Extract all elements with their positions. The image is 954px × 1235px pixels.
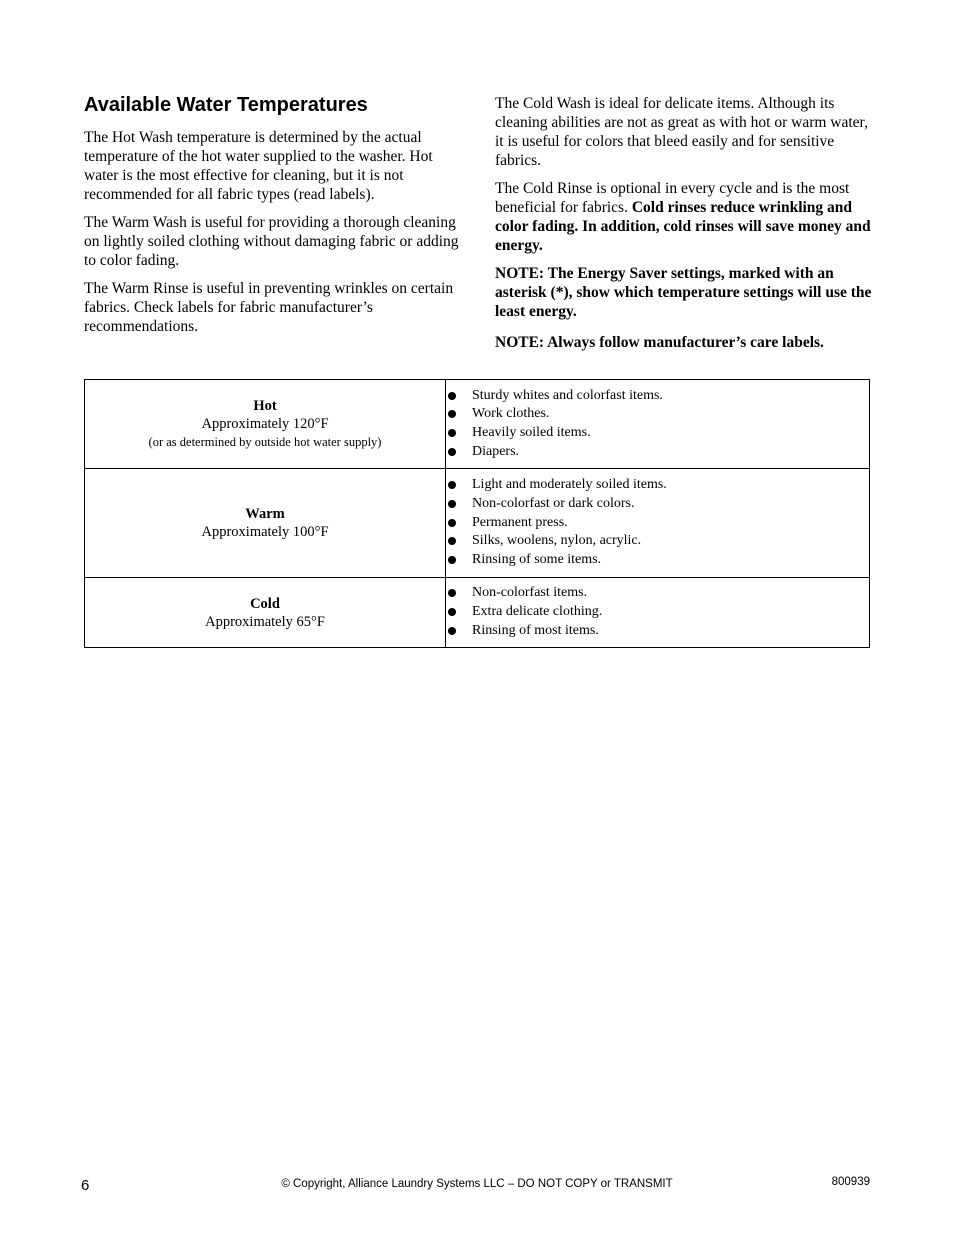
list-item: Silks, woolens, nylon, acrylic. [446,532,869,551]
temperature-approx: Approximately 100°F [201,524,329,540]
list-item: Extra delicate clothing. [446,603,869,622]
bullet-icon [448,556,456,564]
list-item: Non-colorfast or dark colors. [446,495,869,514]
temperature-name: Warm [245,506,285,522]
uses-cell [446,578,870,648]
list-item: Work clothes. [446,405,869,424]
cold-rinse-paragraph [495,179,873,255]
cold-rinse-text: The Cold Rinse is optional in every cycle and is the most beneficial for fabrics. [495,180,850,216]
uses-cell [446,469,870,578]
bullet-icon [448,481,456,489]
hot-wash-paragraph: The Hot Wash temperature is determined by the actual temperature of the hot water supplied to the washer. Hot water is the most effective for cleaning, but it is not recommended for all fabric types (read labels). [84,129,433,203]
list-item: Diapers. [446,443,869,462]
bullet-icon [448,500,456,508]
temperature-name: Cold [250,595,280,612]
warm-wash-paragraph: The Warm Wash is useful for providing a thorough cleaning on lightly soiled clothing without damaging fabric or adding to color fading. [84,214,459,269]
bullet-icon [448,410,456,418]
temperature-approx: Approximately 120°F [201,416,329,432]
temperature-cell [85,380,446,469]
temperature-name: Hot [253,398,277,414]
copyright-notice: © Copyright, Alliance Laundry Systems LLC – DO NOT COPY or TRANSMIT [281,1178,673,1190]
document-number: 800939 [831,1176,870,1188]
table-row [85,380,870,469]
bullet-icon [448,519,456,527]
left-column [84,92,462,345]
list-item: Non-colorfast items. [446,584,869,603]
warm-rinse-paragraph: The Warm Rinse is useful in preventing wrinkles on certain fabrics. Check labels for fabric manufacturer’s recommendations. [84,280,454,335]
temperature-note: (or as determined by outside hot water supply) [148,435,382,449]
temperature-cell [85,469,446,578]
list-item: Sturdy whites and colorfast items. [446,387,869,406]
bullet-icon [448,392,456,400]
bullet-icon [448,608,456,616]
list-item: Rinsing of some items. [446,551,869,570]
list-item: Heavily soiled items. [446,424,869,443]
cold-wash-paragraph: The Cold Wash is ideal for delicate items. Although its cleaning abilities are not as great as with hot or warm water, it is useful for colors that bleed easily and for sensitive fabrics. [495,95,868,169]
right-column [495,94,873,364]
cold-rinse-emphasis: Cold rinses reduce wrinkling and color fading. In addition, cold rinses will save money and energy. [495,199,871,254]
table-row [85,469,870,578]
bullet-icon [448,589,456,597]
bullet-icon [448,429,456,437]
bullet-icon [448,537,456,545]
list-item: Rinsing of most items. [446,622,869,641]
bullet-icon [448,627,456,635]
bullet-icon [448,448,456,456]
temperature-approx: Approximately 65°F [205,613,325,630]
list-item: Light and moderately soiled items. [446,476,869,495]
page-title: Available Water Temperatures [84,94,368,116]
page-number: 6 [81,1177,90,1194]
list-item: Permanent press. [446,514,869,533]
table-row [85,578,870,648]
temperature-table [84,379,870,648]
temperature-cell [85,578,446,648]
care-labels-note: NOTE: Always follow manufacturer’s care labels. [495,334,824,351]
uses-cell [446,380,870,469]
energy-saver-note: NOTE: The Energy Saver settings, marked with an asterisk (*), show which temperature settings will use the least energy. [495,265,872,320]
